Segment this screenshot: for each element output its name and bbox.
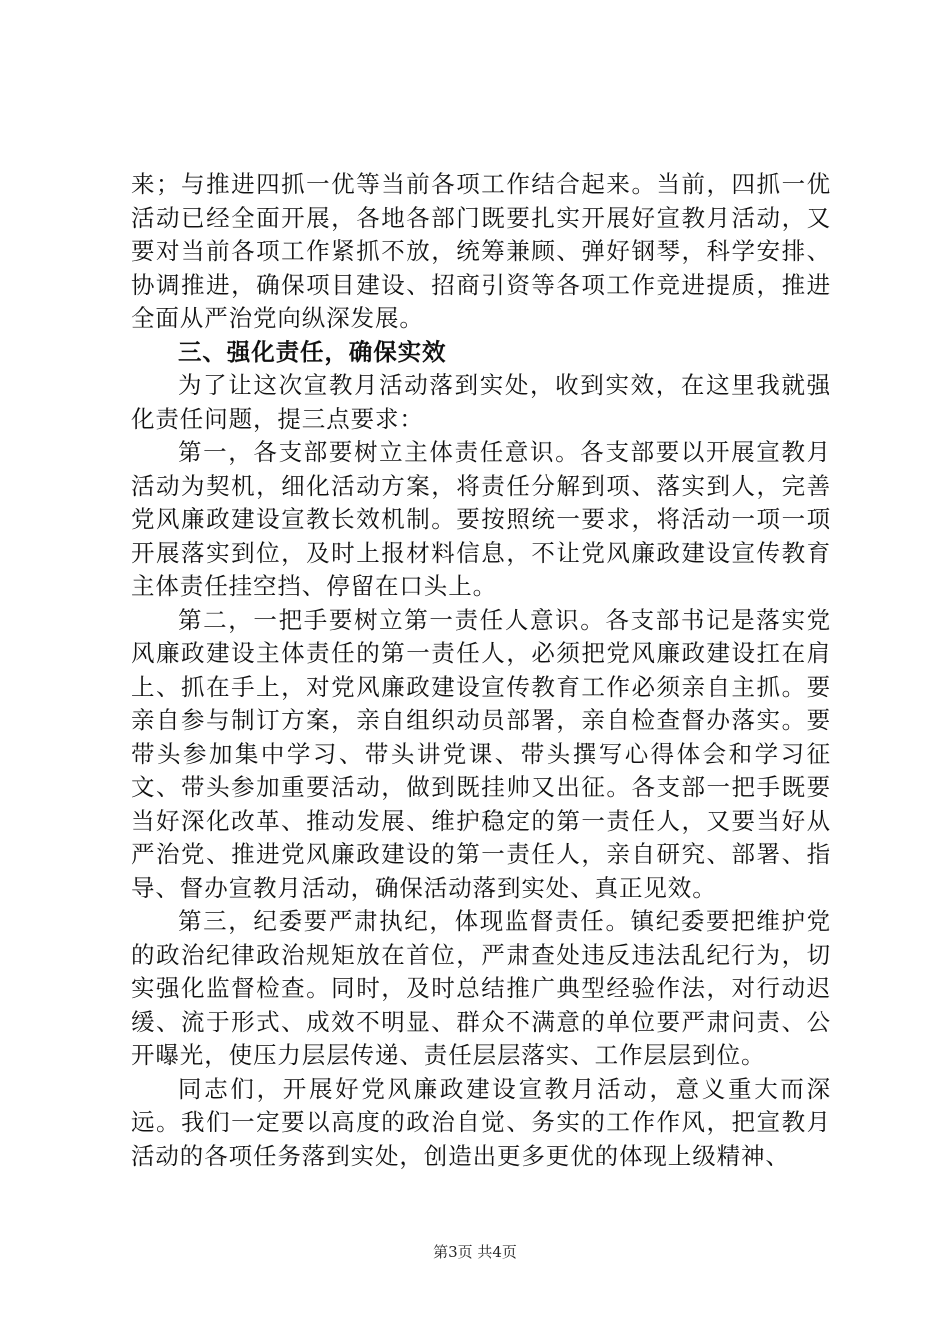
document-body [131,168,831,1173]
paragraph-third-requirement: 第三，纪委要严肃执纪，体现监督责任。镇纪委要把维护党的政治纪律政治规矩放在首位，严肃查处违反违法乱纪行为，切实强化监督检查。同时，及时总结推广典型经验作法，对行动迟缓、流于形式、成效不明显、群众不满意的单位要严肃问责、公开曝光，使压力层层传递、责任层层落实、工作层层到位。 [131,907,831,1069]
section-heading: 三、强化责任，确保实效 [178,337,447,366]
paragraph-closing: 同志们，开展好党风廉政建设宣教月活动，意义重大而深远。我们一定要以高度的政治自觉、务实的工作作风，把宣教月活动的各项任务落到实处，创造出更多更优的体现上级精神、 [131,1074,831,1170]
paragraph-first-requirement: 第一，各支部要树立主体责任意识。各支部要以开展宣教月活动为契机，细化活动方案，将责任分解到项、落实到人，完善党风廉政建设宣教长效机制。要按照统一要求，将活动一项一项开展落实到位，及时上报材料信息，不让党风廉政建设宣传教育主体责任挂空挡、停留在口头上。 [131,438,831,600]
paragraph-continuation: 来；与推进四抓一优等当前各项工作结合起来。当前，四抓一优活动已经全面开展，各地各部门既要扎实开展好宣教月活动，又要对当前各项工作紧抓不放，统筹兼顾、弹好钢琴，科学安排、协调推进，确保项目建设、招商引资等各项工作竞进提质，推进全面从严治党向纵深发展。 [131,170,831,332]
page-number-footer: 第3页 共4页 [433,1243,517,1261]
paragraph-intro: 为了让这次宣教月活动落到实处，收到实效，在这里我就强化责任问题，提三点要求： [131,371,831,433]
paragraph-second-requirement: 第二，一把手要树立第一责任人意识。各支部书记是落实党风廉政建设主体责任的第一责任人，必须把党风廉政建设扛在肩上、抓在手上，对党风廉政建设宣传教育工作必须亲自主抓。要亲自参与制订方案，亲自组织动员部署，亲自检查督办落实。要带头参加集中学习、带头讲党课、带头撰写心得体会和学习征文、带头参加重要活动，做到既挂帅又出征。各支部一把手既要当好深化改革、推动发展、维护稳定的第一责任人，又要当好从严治党、推进党风廉政建设的第一责任人，亲自研究、部署、指导、督办宣教月活动，确保活动落到实处、真正见效。 [131,605,831,902]
